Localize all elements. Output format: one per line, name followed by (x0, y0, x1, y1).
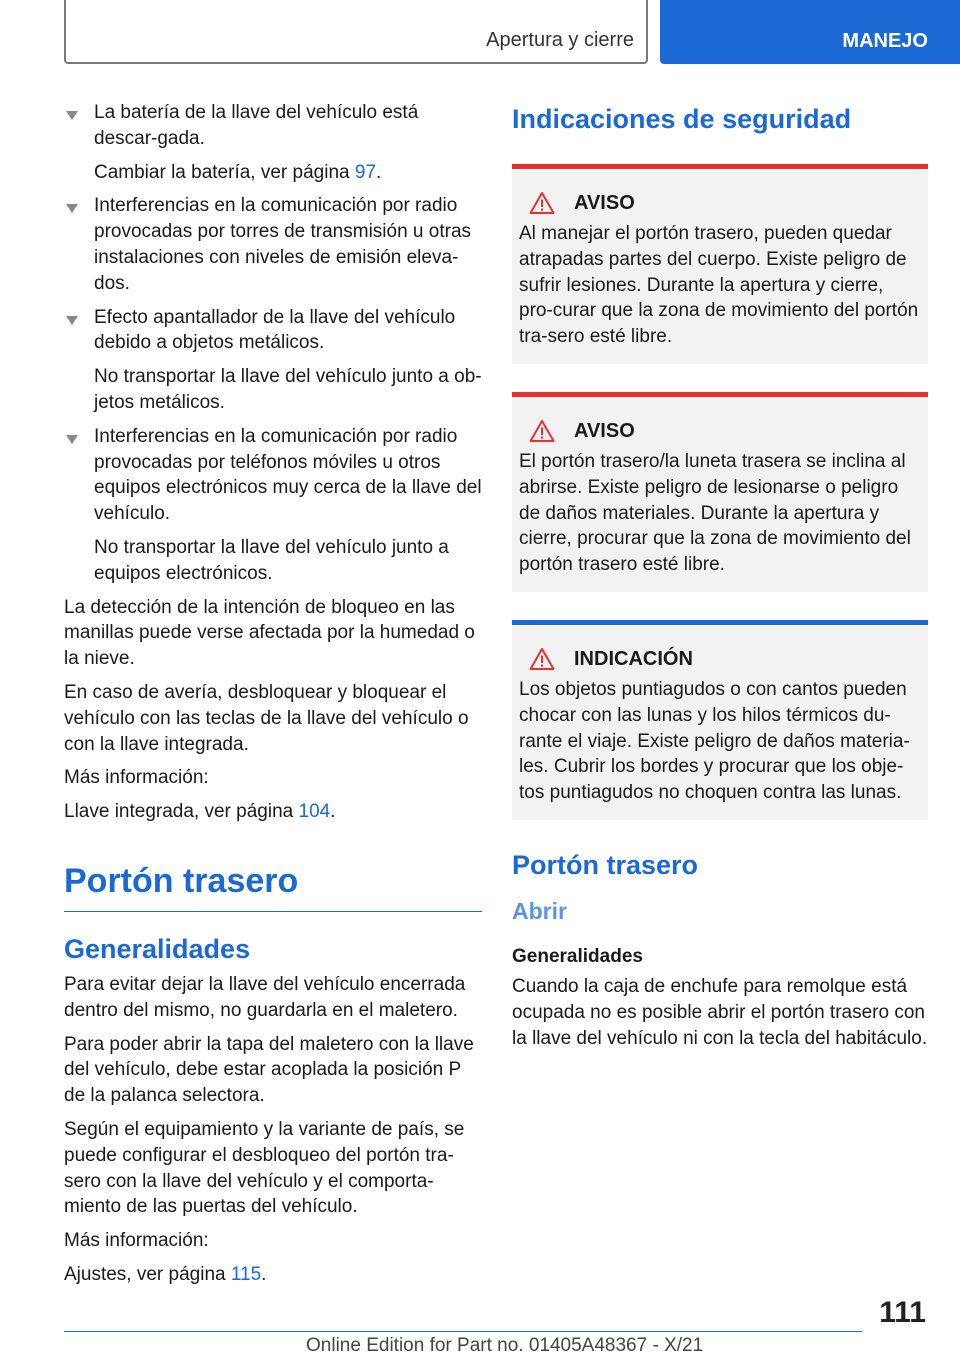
header-section-title: Apertura y cierre (486, 29, 634, 51)
subsection-title: Portón trasero (512, 849, 699, 880)
page-link-104[interactable]: 104 (298, 801, 331, 823)
subsection-title-abrir: Abrir (512, 897, 567, 924)
left-column (64, 100, 482, 1296)
list-item (64, 424, 482, 587)
paragraph: Según el equipamiento y la variante de país, se puede configurar el desbloqueo del portón tra-sero con la llave del vehículo y el comporta-miento de las puertas del vehículo. (64, 1118, 465, 1218)
page-link-97[interactable]: 97 (354, 161, 377, 183)
footer-divider (64, 1331, 862, 1332)
header-tab-manejo[interactable] (660, 0, 960, 64)
section-title: Generalidades (64, 933, 251, 964)
page-number: 111 (879, 1296, 926, 1329)
triangle-bullet-icon (66, 204, 78, 213)
paragraph: Llave integrada, ver página 104. (64, 801, 336, 823)
list-item (64, 193, 482, 296)
section-title: Indicaciones de seguridad (512, 104, 852, 134)
warning-label: AVISO (574, 192, 635, 214)
chapter-title: Portón trasero (64, 859, 482, 912)
notice-box (512, 620, 928, 820)
warning-text: El portón trasero/la luneta trasera se inclina al abrirse. Existe peligro de lesionarse o peligro de daños materiales. Durante la apertura y cierre, procurar que la zona de movimiento del portón trasero esté libre. (519, 450, 911, 576)
footer-edition: Online Edition for Part no. 01405A48367 - X/21 (306, 1335, 704, 1356)
page-link-115[interactable]: 115 (230, 1263, 262, 1285)
paragraph: Ajustes, ver página 115. (64, 1263, 267, 1285)
paragraph: La detección de la intención de bloqueo en las manillas puede verse afectada por la humedad o la nieve. (64, 596, 475, 670)
triangle-bullet-icon (66, 435, 78, 444)
warning-box (512, 392, 928, 592)
bullet-text: Interferencias en la comunicación por radio provocadas por torres de transmisión u otras instalaciones con niveles de emisión eleva-dos. (94, 195, 472, 294)
triangle-bullet-icon (66, 316, 78, 325)
bullet-text: La batería de la llave del vehículo está descar-gada. (94, 102, 419, 149)
warning-text: Al manejar el portón trasero, pueden quedar atrapadas partes del cuerpo. Existe peligro de sufrir lesiones. Durante la apertura y cierre, pro-curar que la zona de movimiento del portón tra-sero esté libre. (519, 223, 919, 348)
paragraph: Más información: (64, 1230, 209, 1252)
minor-title: Generalidades (512, 945, 643, 967)
bullet-note: No transportar la llave del vehículo junto a equipos electrónicos. (94, 536, 449, 584)
bullet-note: No transportar la llave del vehículo junto a ob-jetos metálicos. (94, 366, 482, 413)
notice-triangle-icon (529, 647, 555, 671)
paragraph: Más información: (64, 767, 209, 789)
list-item (64, 305, 482, 416)
paragraph: Para evitar dejar la llave del vehículo encerrada dentro del mismo, no guardarla en el maletero. (64, 973, 466, 1021)
triangle-bullet-icon (66, 111, 78, 120)
warning-triangle-icon (529, 191, 555, 215)
right-column (512, 100, 928, 1051)
bullet-note: Cambiar la batería, ver página 97. (94, 161, 382, 183)
warning-label: AVISO (574, 419, 635, 442)
warning-triangle-icon (529, 419, 555, 443)
paragraph: Cuando la caja de enchufe para remolque está ocupada no es posible abrir el portón trasero con la llave del vehículo ni con la tecla del habitáculo. (512, 975, 928, 1049)
warning-box (512, 164, 928, 364)
header-section-frame (64, 0, 648, 64)
bullet-text: Efecto apantallador de la llave del vehículo debido a objetos metálicos. (94, 306, 456, 354)
notice-label: INDICACIÓN (574, 647, 693, 670)
bullet-text: Interferencias en la comunicación por radio provocadas por teléfonos móviles u otros equipos electrónicos muy cerca de la llave del vehículo. (94, 425, 482, 525)
paragraph: En caso de avería, desbloquear y bloquear el vehículo con las teclas de la llave del vehículo o con la llave integrada. (64, 681, 469, 755)
list-item (64, 100, 482, 185)
header-tab-label: MANEJO (842, 30, 928, 52)
notice-text: Los objetos puntiagudos o con cantos pueden chocar con las lunas y los hilos térmicos du-rante el viaje. Existe peligro de daños materia-les. Cubrir los bordes y procurar que los obje-tos puntiagudos no choquen contra las lunas. (519, 678, 910, 804)
paragraph: Para poder abrir la tapa del maletero con la llave del vehículo, debe estar acoplada la posición P de la palanca selectora. (64, 1033, 474, 1107)
